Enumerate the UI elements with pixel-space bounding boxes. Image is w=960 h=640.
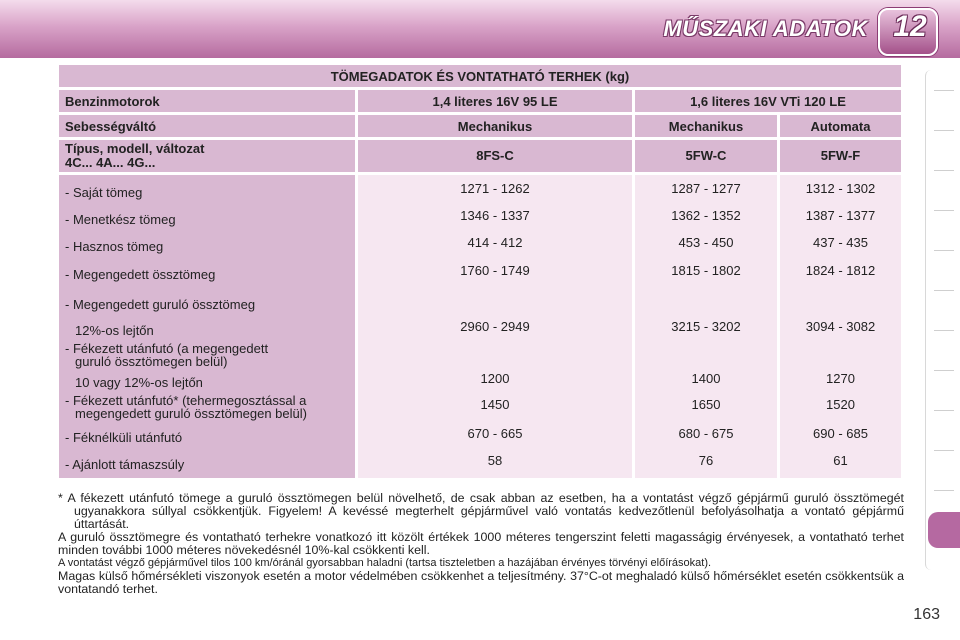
page-number: 163 (913, 606, 940, 623)
label-10: - Ajánlott támaszsúly (65, 457, 185, 472)
note-speed: A vontatást végző gépjárművel tilos 100 km/óránál gyorsabban haladni (tartsa tiszteletben a hazájában érvényes törvényi előírásokat). (58, 557, 712, 569)
label-5: 12%-os lejtőn (75, 323, 154, 338)
side-tab-active[interactable] (928, 512, 960, 548)
label-9: - Féknélküli utánfutó (65, 430, 183, 445)
row-labels (59, 175, 355, 478)
type-1: 8FS-C (358, 140, 632, 172)
footnote: * A fékezett utánfutó tömege a guruló össztömegen belül növelhető, de csak abban az esetben, ha a vontatást végző gépjármű guruló össztömegét ugyanakkora súllyal csökkentjük. Figyelem! A kevéssé megterhelt gépjárművel való vontatás kedvezőtlenül befolyásolhatja a vontató gépjármű úttartását. (58, 491, 904, 531)
type-3: 5FW-F (780, 140, 901, 172)
col-1-values: 1271 - 1262 1346 - 1337 414 - 412 1760 - 1749 2960 - 2949 1200 1450 670 - 665 58 (358, 175, 632, 478)
label-2: - Hasznos tömeg (65, 239, 164, 254)
type-2: 5FW-C (635, 140, 777, 172)
engine-2: 1,6 literes 16V VTi 120 LE (635, 90, 901, 112)
gearbox-3: Automata (780, 115, 901, 137)
col-2-values: 1287 - 1277 1362 - 1352 453 - 450 1815 - 1802 3215 - 3202 1400 1650 680 - 675 76 (635, 175, 777, 478)
chapter-number: 12 (893, 10, 927, 43)
engine-1: 1,4 literes 16V 95 LE (358, 90, 632, 112)
label-6: - Fékezett utánfutó (a megengedett guruló össztömegen belül) (65, 341, 269, 369)
weights-table (56, 62, 904, 481)
label-7: 10 vagy 12%-os lejtőn (75, 375, 203, 390)
label-4: - Megengedett guruló össztömeg (65, 297, 256, 312)
note-temperature: Magas külső hőmérsékleti viszonyok esetén a motor védelmében csökkenhet a teljesítmény. 37°C-ot meghaladó külső hőmérséklet esetén csökkentsük a vontatandó terhet. (58, 569, 904, 596)
notes (58, 492, 904, 596)
side-tabs (930, 70, 960, 570)
label-1: - Menetkész tömeg (65, 212, 176, 227)
gearbox-2: Mechanikus (635, 115, 777, 137)
note-altitude: A guruló össztömegre és vontatható terhekre vonatkozó itt közölt értékek 1000 méteres tengerszint feletti magasságig érvényesek, a vontatható terhet minden további 1000 méteres növekedésnél 10%-kal csökkenti kell. (58, 530, 904, 557)
gearbox-label: Sebességváltó (59, 115, 355, 137)
label-0: - Saját tömeg (65, 185, 143, 200)
table-title: TÖMEGADATOK ÉS VONTATHATÓ TERHEK (kg) (59, 65, 901, 87)
label-3: - Megengedett össztömeg (65, 267, 216, 282)
engine-label: Benzinmotorok (59, 90, 355, 112)
type-label: Típus, modell, változat 4C... 4A... 4G... (59, 140, 355, 172)
col-3-values: 1312 - 1302 1387 - 1377 437 - 435 1824 - 1812 3094 - 3082 1270 1520 690 - 685 61 (780, 175, 901, 478)
gearbox-1: Mechanikus (358, 115, 632, 137)
label-8: - Fékezett utánfutó* (tehermegosztással a megengedett guruló össztömegen belül) (65, 393, 307, 421)
page-title: MŰSZAKI ADATOK (663, 16, 868, 41)
